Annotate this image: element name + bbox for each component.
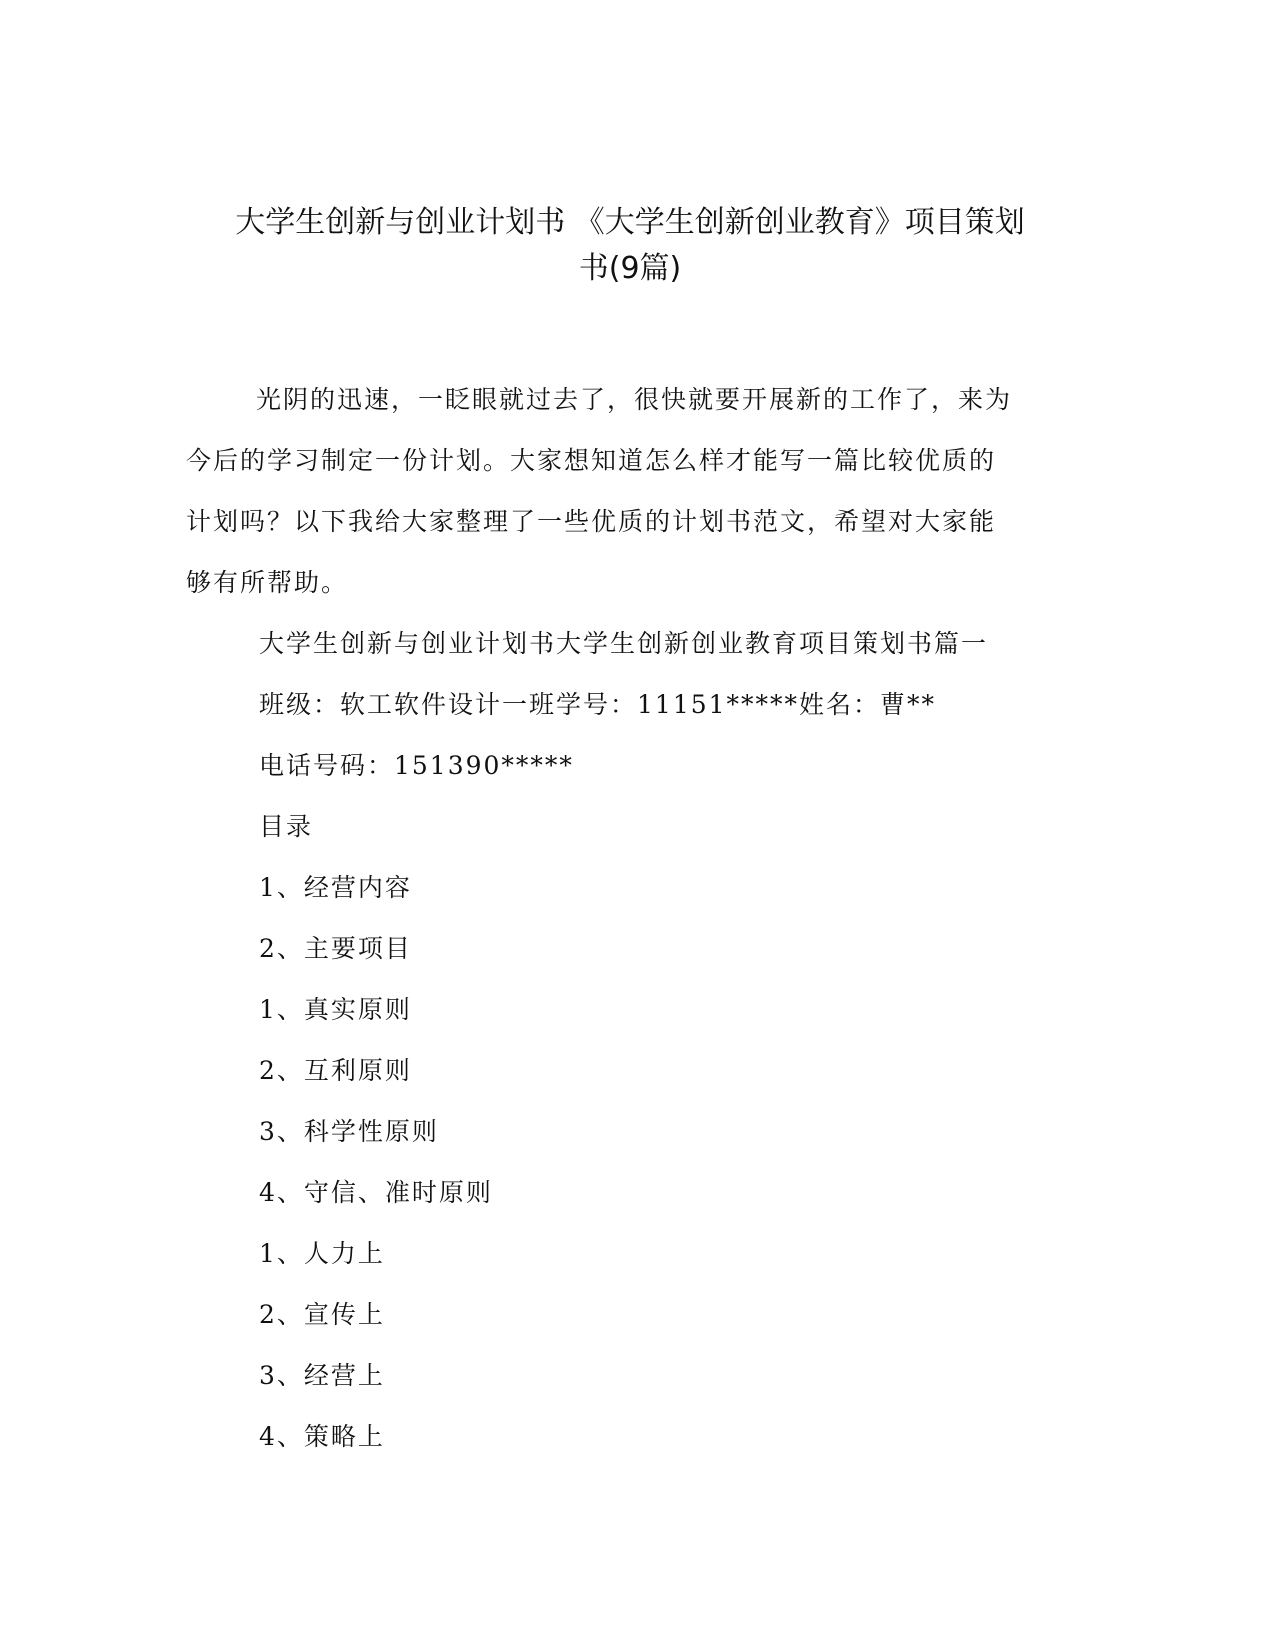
toc-item: 1、经营内容: [259, 873, 412, 902]
toc-item: 2、主要项目: [259, 934, 412, 963]
phone-line: 电话号码：151390*****: [259, 751, 574, 780]
toc-item: 1、人力上: [259, 1239, 385, 1268]
toc-item: 4、守信、准时原则: [259, 1178, 493, 1207]
intro-line: 今后的学习制定一份计划。大家想知道怎么样才能写一篇比较优质的: [186, 446, 997, 475]
toc-item: 4、策略上: [259, 1422, 385, 1451]
intro-line: 光阴的迅速，一眨眼就过去了，很快就要开展新的工作了，来为: [256, 385, 1013, 414]
title-line: 大学生创新与创业计划书 《大学生创新创业教育》项目策划: [235, 205, 1025, 240]
document-title: [180, 200, 1080, 292]
toc-item: 2、互利原则: [259, 1056, 412, 1085]
toc-heading: 目录: [259, 812, 314, 841]
body-lines: [259, 613, 1079, 1467]
section-heading: 大学生创新与创业计划书大学生创新创业教育项目策划书篇一: [259, 629, 989, 658]
intro-line: 够有所帮助。: [186, 568, 349, 597]
toc-item: 3、经营上: [259, 1361, 385, 1390]
toc-item: 1、真实原则: [259, 995, 412, 1024]
title-line: 书(9篇): [578, 251, 682, 286]
intro-line: 计划吗？以下我给大家整理了一些优质的计划书范文，希望对大家能: [186, 507, 997, 536]
toc-item: 2、宣传上: [259, 1300, 385, 1329]
intro-paragraph: [186, 369, 1066, 613]
student-info-line: 班级：软工软件设计一班学号：11151*****姓名：曹**: [259, 690, 937, 719]
toc-item: 3、科学性原则: [259, 1117, 439, 1146]
